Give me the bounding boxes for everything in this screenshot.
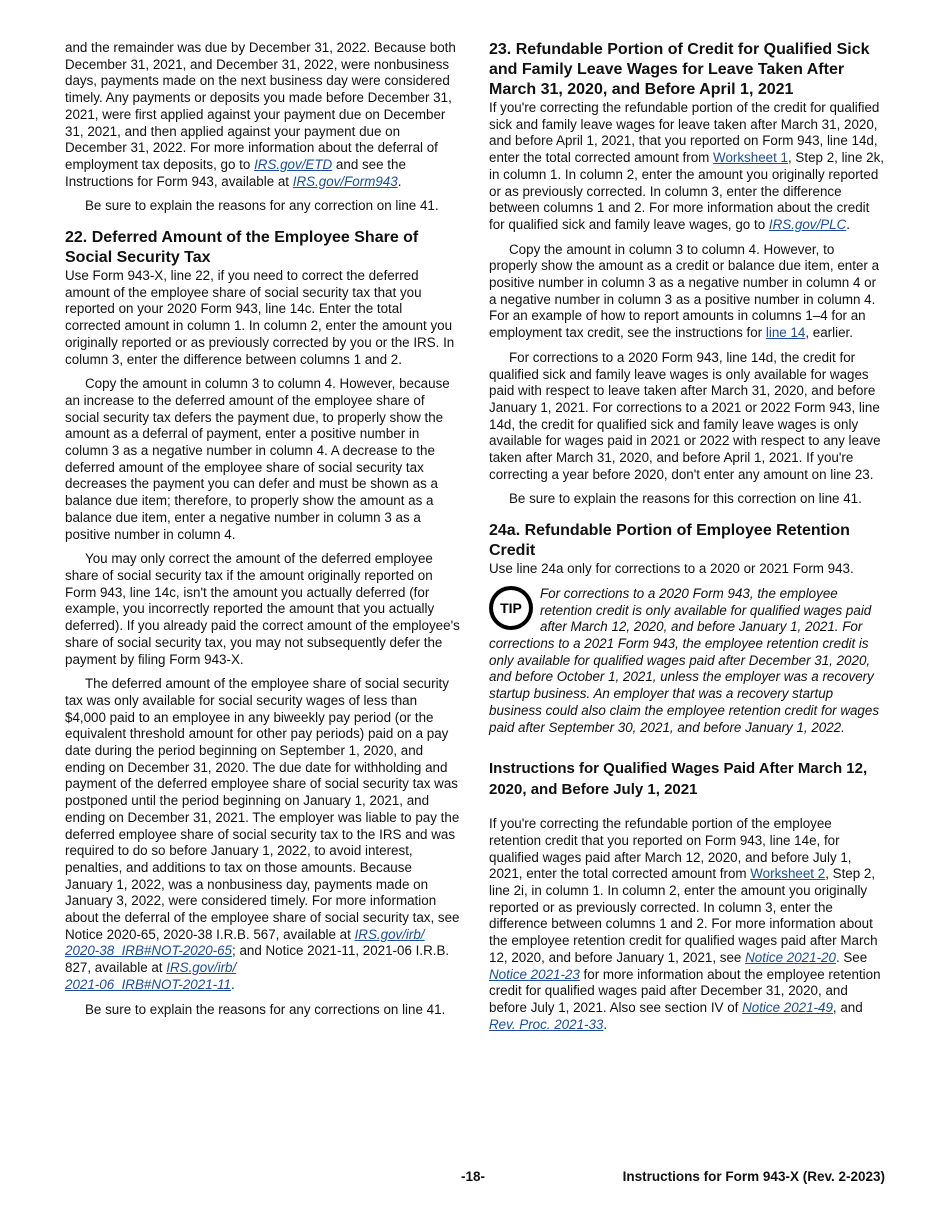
paragraph: If you're correcting the refundable portion of the employee retention credit that you reported on Form 943, line 14e, for qualified wages paid after March 12, 2020, and before July 1, 2021, enter the total corrected amount from Worksheet 2, Step 2, line 2i, in column 1. In column 2, enter the amount you originally reported or as previously corrected. In column 3, enter the difference between columns 1 and 2. For more information about the employee retention credit for qualified wages paid after March 12, 2020, and before January 1, 2021, see Notice 2021-20. See Notice 2021-23 for more information about the employee retention credit for qualified wages paid after December 31, 2020, and before July 1, 2021. Also see section IV of Notice 2021-49, and Rev. Proc. 2021-33.: [489, 816, 881, 1032]
tip-text: For corrections to a 2020 Form 943, the employee retention credit is only available for qualified wages paid after March 12, 2020, and before January 1, 2021. For corrections to a 2021 Form 943, the employee retention credit is only available for qualified wages paid after December 31, 2020, and before October 1, 2021, unless the employer was a recovery startup business. An employer that was a recovery startup business could also claim the employee retention credit for wages paid after September 30, 2021, and before January 1, 2022.: [489, 585, 880, 735]
section-heading-23: 23. Refundable Portion of Credit for Qualified Sick and Family Leave Wages for Leave Taken After March 31, 2020, and Before April 1, 2021: [489, 41, 870, 98]
paragraph: Be sure to explain the reasons for this correction on line 41.: [509, 491, 862, 507]
line-14-link[interactable]: line 14: [765, 325, 806, 341]
paragraph: and the remainder was due by December 31, 2022. Because both December 31, 2021, and December 31, 2022, were nonbusiness days, payments made on the next business day were considered timely. Any payments or deposits you made before December 31, 2021, were first applied against your payment due on December 31, 2021, and then applied against your payment due on December 31, 2022. For more information about the deferral of employment tax deposits, go to IRS.gov/ETD and see the Instructions for Form 943, available at IRS.gov/Form943.: [65, 40, 456, 189]
irs-irb-2020-38-link[interactable]: IRS.gov/irb/ 2020-38_IRB#NOT-2020-65: [65, 926, 425, 959]
tip-box: [489, 586, 885, 736]
paragraph: Copy the amount in column 3 to column 4. However, to properly show the amount as a credit or balance due item, enter a positive number in column 3 as a negative number in column 4 or a negative number in column 3 as a positive number in column 4. For an example of how to report amounts in columns 1–4 for an employment tax credit, see the instructions for line 14, earlier.: [489, 241, 880, 341]
paragraph: Use line 24a only for corrections to a 2020 or 2021 Form 943.: [489, 561, 854, 577]
paragraph: Copy the amount in column 3 to column 4. However, because an increase to the deferred amount of the employee share of social security tax defers the payment due, to properly show the amount as a deferral of payment, enter a positive number in column 3 as a negative number in column 4. A decrease to the deferred amount of the employee share of social security tax decreases the payment you can defer and must be shown as a balance due item; therefore, to properly show the amount as a balance due item, enter a negative number in column 3 as a positive number in column 4.: [65, 376, 450, 542]
tip-label: TIP: [493, 590, 529, 626]
irs-form943-link[interactable]: IRS.gov/Form943: [292, 173, 398, 189]
tip-icon: [489, 586, 533, 630]
paragraph: The deferred amount of the employee share of social security tax was only available for social security wages of less than $4,000 paid to an employee in any biweekly pay period (or the equivalent threshold amount for other pay periods) paid on a pay date during the period beginning on September 1, 2020, and ending on December 31, 2020. The due date for withholding and payment of the deferred employee share of social security tax was postponed until the period beginning on January 1, 2021, and ending on December 31, 2021. The employer was liable to pay the deferred employee share of social security tax to the IRS and was required to do so before January 1, 2022, to avoid interest, penalties, and additions to tax on those amounts. Because January 1, 2022, was a nonbusiness day, payments made on January 3, 2022, were considered timely. For more information about the deferral of the employee share of social security tax, see Notice 2020-65, 2020-38 I.R.B. 567, available at IRS.gov/irb/ 2020-38_IRB#NOT-2020-65; and Notice 2021-11, 2021-06 I.R.B. 827, available at IRS.gov/irb/ 2021-06_IRB#NOT-2021-11.: [65, 676, 460, 992]
paragraph: For corrections to a 2020 Form 943, line 14d, the credit for qualified sick and family leave wages is only available for wages paid with respect to leave taken after March 31, 2020, and before January 1, 2021. For corrections to a 2021 or 2022 Form 943, line 14d, the credit for qualified sick and family leave wages is only available for wages paid in 2021 or 2022 with respect to any leave taken after March 31, 2020, and before April 1, 2021. If you're correcting a year before 2020, don't enter any amount on line 23.: [489, 349, 881, 482]
page-number: -18-: [461, 1169, 486, 1184]
left-column: [65, 40, 461, 1018]
footer-title: Instructions for Form 943-X (Rev. 2-2023): [622, 1169, 885, 1184]
paragraph: Be sure to explain the reasons for any correction on line 41.: [85, 198, 439, 214]
paragraph: You may only correct the amount of the deferred employee share of social security tax if the amount originally reported on Form 943, line 14c, isn't the amount you actually deferred (for example, you incorrectly reported the amount that you actually deferred). If you already paid the correct amount of the employee's share of social security tax, you may not subsequently defer the payment by filing Form 943-X.: [65, 551, 460, 667]
section-heading-24a: 24a. Refundable Portion of Employee Retention Credit: [489, 522, 850, 560]
worksheet-2-link[interactable]: Worksheet 2: [750, 866, 826, 882]
subheading-instructions: Instructions for Qualified Wages Paid After March 12, 2020, and Before July 1, 2021: [489, 760, 868, 798]
right-column: [489, 40, 885, 1033]
rev-proc-2021-33-link[interactable]: Rev. Proc. 2021-33: [489, 1016, 604, 1032]
paragraph: If you're correcting the refundable portion of the credit for qualified sick and family leave wages for leave taken after March 31, 2020, and before April 1, 2021, that you reported on Form 943, line 14d, enter the total corrected amount from Worksheet 1, Step 2, line 2k, in column 1. In column 2, enter the amount you originally reported or as previously corrected. In column 3, enter the difference between columns 1 and 2. For more information about the credit for qualified sick and family leave wages, go to IRS.gov/PLC.: [489, 100, 885, 232]
notice-2021-23-link[interactable]: Notice 2021-23: [489, 966, 580, 982]
notice-2021-20-link[interactable]: Notice 2021-20: [745, 949, 836, 965]
irs-etd-link[interactable]: IRS.gov/ETD: [254, 156, 333, 172]
paragraph: Be sure to explain the reasons for any corrections on line 41.: [85, 1001, 446, 1017]
irs-plc-link[interactable]: IRS.gov/PLC: [768, 216, 847, 232]
notice-2021-49-link[interactable]: Notice 2021-49: [742, 999, 833, 1015]
section-heading-22: 22. Deferred Amount of the Employee Share of Social Security Tax: [65, 229, 419, 267]
irs-irb-2021-06-link[interactable]: IRS.gov/irb/ 2021-06_IRB#NOT-2021-11: [65, 960, 237, 992]
worksheet-1-link[interactable]: Worksheet 1: [713, 150, 788, 166]
paragraph: Use Form 943-X, line 22, if you need to correct the deferred amount of the employee share of social security tax that you reported on your 2020 Form 943, line 14c. Enter the total corrected amount in column 1. In column 2, enter the amount you originally reported or as previously corrected by you or the IRS. In column 3, enter the difference between columns 1 and 2.: [65, 268, 455, 367]
